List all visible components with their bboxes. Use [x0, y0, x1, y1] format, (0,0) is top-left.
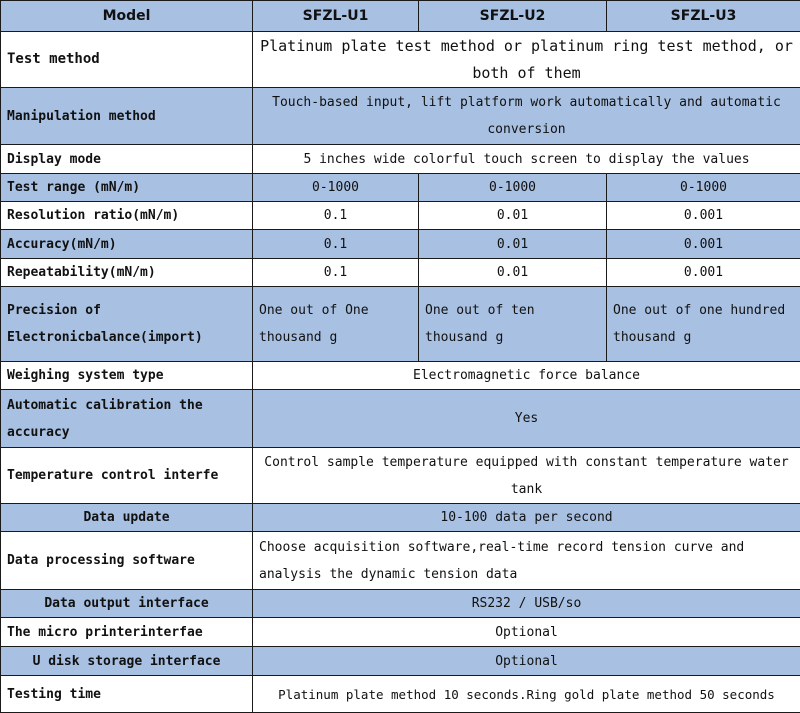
- header-sfzl-u3: SFZL-U3: [607, 1, 800, 32]
- value-precision-u1: One out of One thousand g: [253, 287, 419, 362]
- value-accuracy-u1: 0.1: [253, 230, 419, 259]
- value-data-update: 10-100 data per second: [253, 504, 800, 532]
- header-sfzl-u1: SFZL-U1: [253, 1, 419, 32]
- row-temperature-control: [1, 448, 800, 504]
- label-display-mode: Display mode: [1, 145, 253, 174]
- value-repeatability-u3: 0.001: [607, 259, 800, 287]
- label-u-disk-storage: U disk storage interface: [1, 647, 253, 676]
- row-micro-printer-interface: [1, 618, 800, 647]
- label-weighing-system: Weighing system type: [1, 362, 253, 390]
- value-test-range-u2: 0-1000: [419, 174, 607, 202]
- row-data-processing-software: [1, 532, 800, 590]
- value-u-disk-storage: Optional: [253, 647, 800, 676]
- row-display-mode: [1, 145, 800, 174]
- row-data-update: [1, 504, 800, 532]
- row-precision: [1, 287, 800, 362]
- row-u-disk-storage: [1, 647, 800, 676]
- row-repeatability: [1, 259, 800, 287]
- row-testing-time: [1, 676, 800, 713]
- label-data-output-interface: Data output interface: [1, 590, 253, 618]
- value-resolution-u1: 0.1: [253, 202, 419, 230]
- value-repeatability-u1: 0.1: [253, 259, 419, 287]
- label-repeatability: Repeatability(mN/m): [1, 259, 253, 287]
- value-resolution-u2: 0.01: [419, 202, 607, 230]
- label-micro-printer-interface: The micro printerinterfae: [1, 618, 253, 647]
- value-micro-printer-interface: Optional: [253, 618, 800, 647]
- row-resolution-ratio: [1, 202, 800, 230]
- value-data-output-interface: RS232 / USB/so: [253, 590, 800, 618]
- value-precision-u3: One out of one hundred thousand g: [607, 287, 800, 362]
- value-testing-time: Platinum plate method 10 seconds.Ring gold plate method 50 seconds: [253, 676, 800, 713]
- header-row: [1, 1, 800, 32]
- label-data-update: Data update: [1, 504, 253, 532]
- row-weighing-system: [1, 362, 800, 390]
- value-test-method: Platinum plate test method or platinum ring test method, or both of them: [253, 32, 800, 88]
- label-testing-time: Testing time: [1, 676, 253, 713]
- label-data-processing-software: Data processing software: [1, 532, 253, 590]
- value-automatic-calibration: Yes: [253, 390, 800, 448]
- label-manipulation-method: Manipulation method: [1, 88, 253, 145]
- value-accuracy-u3: 0.001: [607, 230, 800, 259]
- value-repeatability-u2: 0.01: [419, 259, 607, 287]
- value-precision-u2: One out of ten thousand g: [419, 287, 607, 362]
- value-accuracy-u2: 0.01: [419, 230, 607, 259]
- value-manipulation-method: Touch-based input, lift platform work automatically and automatic conversion: [253, 88, 800, 145]
- row-manipulation-method: [1, 88, 800, 145]
- label-temperature-control: Temperature control interfe: [1, 448, 253, 504]
- row-data-output-interface: [1, 590, 800, 618]
- label-test-method: Test method: [1, 32, 253, 88]
- value-data-processing-software: Choose acquisition software,real-time record tension curve and analysis the dynamic tension data: [253, 532, 800, 590]
- label-accuracy: Accuracy(mN/m): [1, 230, 253, 259]
- row-automatic-calibration: [1, 390, 800, 448]
- value-resolution-u3: 0.001: [607, 202, 800, 230]
- row-accuracy: [1, 230, 800, 259]
- header-model: Model: [1, 1, 253, 32]
- value-temperature-control: Control sample temperature equipped with constant temperature water tank: [253, 448, 800, 504]
- label-test-range: Test range (mN/m): [1, 174, 253, 202]
- value-display-mode: 5 inches wide colorful touch screen to display the values: [253, 145, 800, 174]
- label-resolution-ratio: Resolution ratio(mN/m): [1, 202, 253, 230]
- label-precision: Precision of Electronicbalance(import): [1, 287, 253, 362]
- row-test-method: [1, 32, 800, 88]
- row-test-range: [1, 174, 800, 202]
- header-sfzl-u2: SFZL-U2: [419, 1, 607, 32]
- label-automatic-calibration: Automatic calibration the accuracy: [1, 390, 253, 448]
- value-test-range-u1: 0-1000: [253, 174, 419, 202]
- value-test-range-u3: 0-1000: [607, 174, 800, 202]
- value-weighing-system: Electromagnetic force balance: [253, 362, 800, 390]
